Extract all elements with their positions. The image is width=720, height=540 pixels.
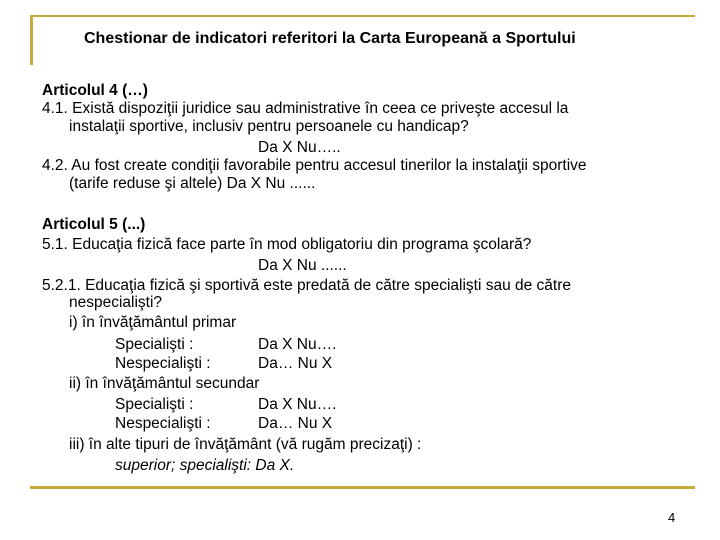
primary-nonspecialists-answer: Da… Nu X	[258, 355, 333, 372]
secondary-specialists-label: Specialişti :	[115, 396, 194, 413]
question-5-1-line-1: 5.1. Educaţia fizică face parte în mod obligatoriu din programa şcolară?	[42, 236, 532, 253]
question-4-1-line-1: 4.1. Există dispoziţii juridice sau administrative în ceea ce priveşte accesul la	[42, 100, 569, 117]
secondary-nonspecialists-label: Nespecialişti :	[115, 415, 211, 432]
other-education-label: iii) în alte tipuri de învăţământ (vă rugăm precizaţi) :	[69, 436, 422, 453]
question-4-1-answer: Da X Nu…..	[258, 139, 341, 156]
accent-vertical-line	[30, 15, 33, 65]
primary-nonspecialists-label: Nespecialişti :	[115, 355, 211, 372]
primary-specialists-answer: Da X Nu….	[258, 336, 337, 353]
page-number: 4	[668, 510, 676, 525]
article-5-heading: Articolul 5 (...)	[42, 216, 146, 233]
question-5-1-answer: Da X Nu ......	[258, 257, 347, 274]
secondary-specialists-answer: Da X Nu….	[258, 396, 337, 413]
question-4-1-line-2: instalaţii sportive, inclusiv pentru persoanele cu handicap?	[69, 118, 469, 135]
question-5-2-1-line-1: 5.2.1. Educaţia fizică şi sportivă este predată de către specialişti sau de către	[42, 277, 572, 294]
slide-title: Chestionar de indicatori referitori la Carta Europeană a Sportului	[84, 30, 576, 47]
secondary-nonspecialists-answer: Da… Nu X	[258, 415, 333, 432]
accent-bottom-line	[30, 486, 695, 489]
primary-education-label: i) în învăţământul primar	[69, 314, 237, 331]
accent-top-line	[30, 15, 695, 17]
other-education-answer: superior; specialişti: Da X.	[115, 457, 295, 474]
secondary-education-label: ii) în învăţământul secundar	[69, 375, 260, 392]
question-4-2-line-1: 4.2. Au fost create condiţii favorabile pentru accesul tinerilor la instalaţii sportive	[42, 157, 587, 174]
primary-specialists-label: Specialişti :	[115, 336, 194, 353]
article-4-heading: Articolul 4 (…)	[42, 82, 148, 99]
question-5-2-1-line-2: nespecialişti?	[69, 294, 163, 311]
question-4-2-line-2: (tarife reduse şi altele) Da X Nu ......	[69, 175, 316, 192]
